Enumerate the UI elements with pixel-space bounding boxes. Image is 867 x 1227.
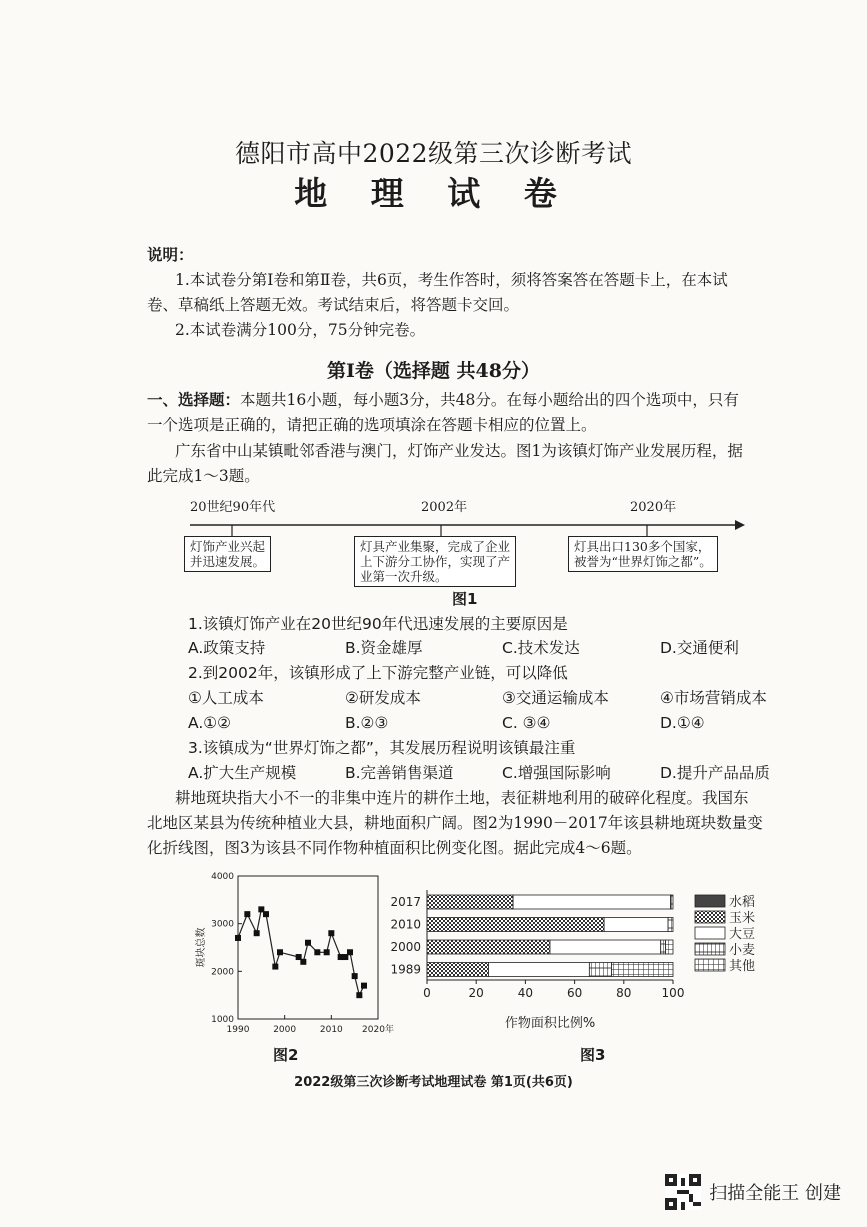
part1-text: 本题共16小题，每小题3分，共48分。在每小题给出的四个选项中，只有 xyxy=(240,391,739,409)
page-footer: 2022级第三次诊断考试地理试卷 第1页(共6页) xyxy=(294,1075,573,1090)
x-tick-label: 2000 xyxy=(273,1025,297,1035)
data-point xyxy=(356,992,362,998)
category-label: 2000 xyxy=(390,940,421,954)
y-axis-label: 斑块总数 xyxy=(196,927,207,968)
q2-option-d: D.①④ xyxy=(660,714,705,732)
x-tick-label: 80 xyxy=(616,986,632,1000)
q2-item-2: ②研发成本 xyxy=(345,689,421,707)
passage2-line-2: 北地区某县为传统种植业大县，耕地面积广阔。图2为1990－2017年该县耕地斑块数量变 xyxy=(147,814,763,832)
timeline-label-1990s: 20世纪90年代 xyxy=(190,500,276,515)
legend-label: 小麦 xyxy=(729,943,756,958)
bar-segment xyxy=(589,963,611,977)
bar-segment xyxy=(668,918,673,932)
legend-swatch xyxy=(695,959,725,971)
legend-swatch xyxy=(695,943,725,955)
q3-stem: 3.该镇成为“世界灯饰之都”，其发展历程说明该镇最注重 xyxy=(188,739,576,757)
q1-option-c: C.技术发达 xyxy=(502,639,580,657)
qr-code-icon xyxy=(665,1174,701,1210)
bar-segment xyxy=(550,940,661,954)
q2-item-4: ④市场营销成本 xyxy=(660,689,767,707)
data-point xyxy=(347,949,353,955)
y-tick-label: 1000 xyxy=(211,1015,234,1025)
x-tick-label: 0 xyxy=(423,986,431,1000)
bar-segment xyxy=(661,940,666,954)
x-tick-label: 2020年 xyxy=(362,1025,394,1035)
figure-3-chart xyxy=(383,884,773,1040)
timeline-box-2002 xyxy=(354,536,516,587)
figure-2-caption: 图2 xyxy=(273,1046,299,1064)
q3-option-a: A.扩大生产规模 xyxy=(188,764,297,782)
timeline-label-2020: 2020年 xyxy=(630,500,677,515)
box-line: 灯具产业集聚，完成了企业 xyxy=(360,539,511,554)
figure-1-caption: 图1 xyxy=(452,590,478,608)
legend-label: 大豆 xyxy=(729,927,756,942)
instructions-line-2: 卷、草稿纸上答题无效。考试结束后，将答题卡交回。 xyxy=(147,296,520,314)
timeline-label-2002: 2002年 xyxy=(421,500,468,515)
q3-option-b: B.完善销售渠道 xyxy=(345,764,454,782)
q2-option-c: C. ③④ xyxy=(502,714,551,732)
bar-segment xyxy=(612,963,674,977)
data-point xyxy=(328,930,334,936)
timeline-box-1990s xyxy=(184,536,271,572)
q1-stem: 1.该镇灯饰产业在20世纪90年代迅速发展的主要原因是 xyxy=(188,615,568,633)
category-label: 1989 xyxy=(390,962,421,977)
bar-segment xyxy=(671,895,673,909)
exam-title: 德阳市高中2022级第三次诊断考试 xyxy=(234,139,633,168)
passage2-line-3: 化折线图，图3为该县不同作物种植面积比例变化图。据此完成4～6题。 xyxy=(147,839,642,857)
x-tick-label: 20 xyxy=(468,986,484,1000)
x-tick-label: 2010 xyxy=(319,1025,343,1035)
data-point xyxy=(324,949,330,955)
q2-stem: 2.到2002年，该镇形成了上下游完整产业链，可以降低 xyxy=(188,664,568,682)
box-line: 并迅速发展。 xyxy=(190,554,266,569)
bar-segment xyxy=(427,895,513,909)
q1-option-b: B.资金雄厚 xyxy=(345,639,423,657)
scanner-watermark xyxy=(665,1174,841,1210)
box-line: 被誉为“世界灯饰之都”。 xyxy=(574,554,712,569)
legend-swatch xyxy=(695,911,725,923)
watermark-text: 扫描全能王 创建 xyxy=(709,1183,841,1204)
data-point xyxy=(305,940,311,946)
x-tick-label: 1990 xyxy=(226,1025,250,1035)
q3-option-c: C.增强国际影响 xyxy=(502,764,611,782)
q2-item-1: ①人工成本 xyxy=(188,689,264,707)
q2-option-a: A.①② xyxy=(188,714,232,732)
legend-label: 水稻 xyxy=(729,895,756,910)
figure-2-chart xyxy=(188,866,394,1040)
timeline-box-2020 xyxy=(568,536,718,572)
data-point xyxy=(361,983,367,989)
x-tick-label: 40 xyxy=(517,986,534,1000)
box-line: 业第一次升级。 xyxy=(360,569,448,584)
instructions-line-1: 1.本试卷分第Ⅰ卷和第Ⅱ卷，共6页，考生作答时，须将答案答在答题卡上，在本试 xyxy=(175,271,728,289)
q1-option-d: D.交通便利 xyxy=(660,639,739,657)
legend-swatch xyxy=(695,895,725,907)
bar-segment xyxy=(666,940,673,954)
instructions-line-3: 2.本试卷满分100分，75分钟完卷。 xyxy=(175,321,426,339)
data-point xyxy=(235,935,241,941)
data-point xyxy=(244,911,250,917)
passage2-line-1: 耕地斑块指大小不一的非集中连片的耕作土地，表征耕地利用的破碎化程度。我国东 xyxy=(175,789,749,807)
q1-option-a: A.政策支持 xyxy=(188,639,266,657)
box-line: 灯具出口130多个国家， xyxy=(574,539,711,554)
part1-line-1 xyxy=(147,390,739,410)
data-point xyxy=(277,949,283,955)
y-tick-label: 4000 xyxy=(211,872,234,882)
q2-option-b: B.②③ xyxy=(345,714,389,732)
x-axis-label: 作物面积比例% xyxy=(504,1016,596,1031)
part1-line-2: 一个选项是正确的，请把正确的选项填涂在答题卡相应的位置上。 xyxy=(147,416,597,434)
data-point xyxy=(300,959,306,965)
q2-item-3: ③交通运输成本 xyxy=(502,689,609,707)
q3-option-d: D.提升产品品质 xyxy=(660,764,770,782)
y-tick-label: 3000 xyxy=(211,919,234,930)
data-point xyxy=(352,973,358,979)
section-title: 第Ⅰ卷（选择题 共48分） xyxy=(327,360,540,382)
bar-segment xyxy=(427,940,550,954)
box-line: 上下游分工协作，实现了产 xyxy=(360,554,511,569)
bar-segment xyxy=(604,918,668,932)
category-label: 2017 xyxy=(390,895,421,909)
data-point xyxy=(272,964,278,970)
bar-segment xyxy=(427,918,604,932)
legend-label: 其他 xyxy=(729,959,756,974)
data-point xyxy=(314,949,320,955)
box-line: 灯饰产业兴起 xyxy=(190,539,266,554)
passage1-line-2: 此完成1～3题。 xyxy=(147,467,260,485)
x-tick-label: 100 xyxy=(661,986,685,1000)
category-label: 2010 xyxy=(390,917,421,932)
y-tick-label: 2000 xyxy=(211,967,234,978)
passage1-line-1: 广东省中山某镇毗邻香港与澳门，灯饰产业发达。图1为该镇灯饰产业发展历程，据 xyxy=(175,442,743,460)
figure-3-caption: 图3 xyxy=(580,1046,606,1064)
legend-swatch xyxy=(695,927,725,939)
legend-label: 玉米 xyxy=(729,911,756,926)
part1-label: 一、选择题： xyxy=(147,390,241,409)
bar-segment xyxy=(489,963,590,977)
x-tick-label: 60 xyxy=(566,986,583,1000)
instructions-label: 说明： xyxy=(147,245,194,264)
data-point xyxy=(254,930,260,936)
series-line xyxy=(238,909,364,995)
exam-subtitle: 地 理 试 卷 xyxy=(294,174,573,213)
bar-segment xyxy=(427,963,489,977)
data-point xyxy=(263,911,269,917)
bar-segment xyxy=(513,895,670,909)
